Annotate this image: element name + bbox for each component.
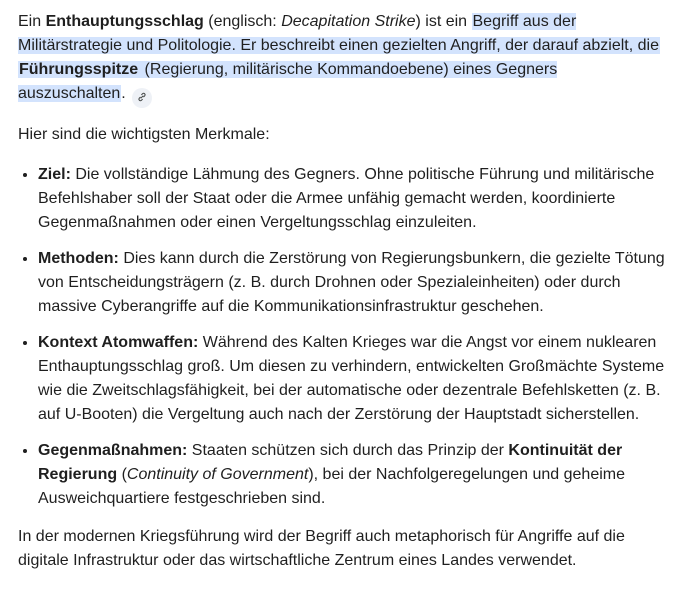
item-title: Ziel: [38, 166, 71, 183]
list-item [38, 331, 668, 427]
list-item [38, 439, 668, 511]
item-bold-term: Kontinuität der Regierung [38, 442, 623, 483]
intro-text-1: Ein [18, 13, 46, 30]
item-text: Während des Kalten Krieges war die Angst vor einem nuklearen Enthauptungsschlag groß. Um diesen zu verhindern, entwickelten Großmächte Systeme wie die Zweitschlagsfähigkeit, bei der automatische oder dezentrale Befehlsketten (z. B. auf U-Booten) die Vergeltung auch nach der Zerstörung der Hauptstadt sicherstellen. [38, 334, 665, 423]
highlighted-definition-end: (Regierung, militärische Kommandoebene) eines Gegners auszuschalten [18, 61, 558, 102]
item-english-term: Continuity of Government [126, 466, 309, 483]
source-link-button[interactable] [132, 88, 152, 108]
term-bold: Enthauptungsschlag [45, 13, 204, 30]
features-list [18, 163, 668, 511]
intro-period: . [121, 85, 126, 102]
item-text: Die vollständige Lähmung des Gegners. Ohne politische Führung und militärische Befehlshaber soll der Staat oder die Armee unfähig gemacht werden, koordinierte Gegenmaßnahmen oder einen Vergeltungsschlag einzuleiten. [38, 166, 655, 231]
highlighted-definition: Begriff aus der Militärstrategie und Politologie. Er beschreibt einen gezielten Angriff, der darauf abzielt, die [18, 13, 659, 54]
closing-paragraph: In der modernen Kriegsführung wird der Begriff auch metaphorisch für Angriffe auf die digitale Infrastruktur oder das wirtschaftliche Zentrum eines Landes verwendet. [18, 528, 625, 569]
list-item [38, 247, 668, 319]
item-text: Dies kann durch die Zerstörung von Regierungsbunkern, die gezielte Tötung von Entscheidungsträgern (z. B. durch Drohnen oder Spezialeinheiten) oder durch massive Cyberangriffe auf die Kommunikationsinfrastruktur geschehen. [38, 250, 665, 315]
item-title: Kontext Atomwaffen: [38, 334, 199, 351]
english-term: Decapitation Strike [281, 13, 416, 30]
item-text-1: Staaten schützen sich durch das Prinzip der [187, 442, 509, 459]
intro-paragraph [18, 10, 668, 108]
lead-paragraph: Hier sind die wichtigsten Merkmale: [18, 126, 270, 143]
item-text-2: ( [117, 466, 127, 483]
intro-text-2: (englisch: [203, 13, 282, 30]
list-item [38, 163, 668, 235]
highlighted-leadership: Führungsspitze [19, 61, 139, 78]
item-title: Methoden: [38, 250, 119, 267]
item-title: Gegenmaßnahmen: [38, 442, 188, 459]
link-icon [136, 91, 148, 103]
intro-text-3: ) ist ein [415, 13, 472, 30]
item-text-3: ), bei der Nachfolgeregelungen und geheime Ausweichquartiere festgeschrieben sind. [38, 466, 625, 507]
